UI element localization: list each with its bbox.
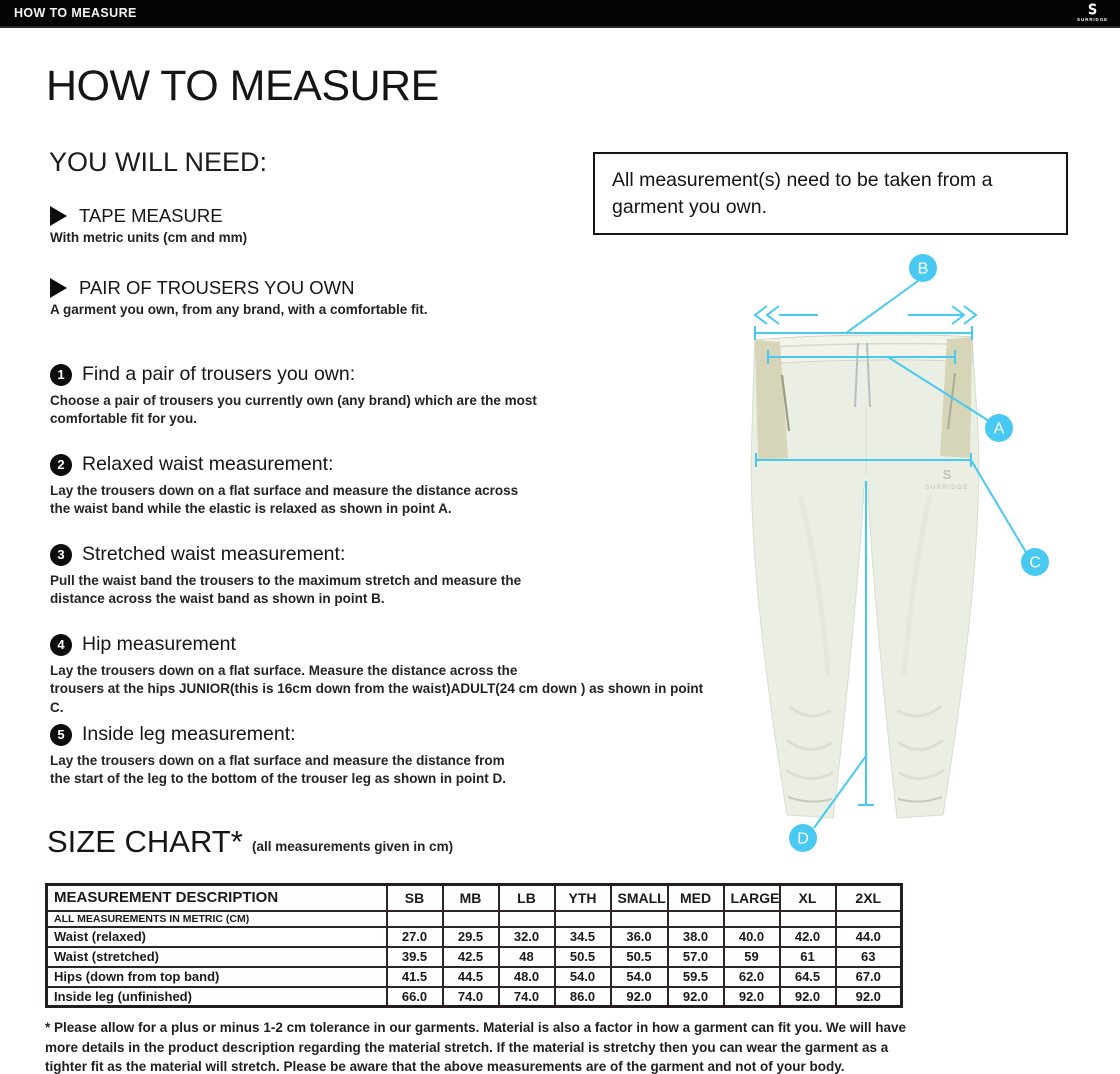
step-number-badge: 1 xyxy=(50,364,72,386)
table-row: Hips (down from top band) 41.5 44.5 48.0 54.0 54.0 59.5 62.0 64.5 67.0 xyxy=(47,967,902,987)
svg-text:A: A xyxy=(993,420,1005,438)
triangle-bullet-icon xyxy=(50,206,67,226)
step-4 xyxy=(50,633,710,717)
step-title: Inside leg measurement: xyxy=(82,723,296,745)
column-header: MB xyxy=(443,885,499,911)
footnote: * Please allow for a plus or minus 1-2 cm tolerance in our garments. Material is also a factor in how a garment can fit you. We will have more details in the product description regarding the material stretch. If the material is stretchy then you can wear the garment as a tighter fit as the material will stretch. Please be aware that the above measurements are of the garment and not of your body. xyxy=(45,1020,906,1074)
column-header: LB xyxy=(499,885,555,911)
step-body: Lay the trousers down on a flat surface and measure the distance from the start of the leg to the bottom of the trouser leg as shown in point D. xyxy=(50,753,507,787)
column-header: SB xyxy=(387,885,443,911)
size-chart-heading: SIZE CHART* xyxy=(47,824,243,859)
surridge-s-icon: S xyxy=(1087,1,1098,19)
need-item-tape-measure xyxy=(50,205,247,245)
column-header: SMALL xyxy=(611,885,668,911)
step-2 xyxy=(50,453,710,519)
svg-text:D: D xyxy=(797,830,809,848)
step-body: Choose a pair of trousers you currently own (any brand) which are the most comfortable fit for you. xyxy=(50,393,537,427)
note-box: All measurement(s) need to be taken from a garment you own. xyxy=(593,152,1068,235)
table-row: Waist (relaxed) 27.0 29.5 32.0 34.5 36.0 38.0 40.0 42.0 44.0 xyxy=(47,927,902,947)
triangle-bullet-icon xyxy=(50,278,67,298)
need-item-detail: A garment you own, from any brand, with a comfortable fit. xyxy=(50,302,428,317)
size-chart-subheading: (all measurements given in cm) xyxy=(252,839,454,854)
column-header: LARGE xyxy=(724,885,780,911)
svg-text:SURRIDGE: SURRIDGE xyxy=(925,484,969,491)
table-header-row xyxy=(47,885,902,911)
metric-note: ALL MEASUREMENTS IN METRIC (CM) xyxy=(47,911,387,927)
measure-point-a xyxy=(985,414,1013,442)
surridge-brand-name: SURRIDGE xyxy=(1077,16,1108,22)
table-row: Waist (stretched) 39.5 42.5 48 50.5 50.5 57.0 59 61 63 xyxy=(47,947,902,967)
svg-text:S: S xyxy=(942,467,952,482)
need-item-label: TAPE MEASURE xyxy=(79,205,223,226)
page-title: HOW TO MEASURE xyxy=(46,62,439,110)
column-header: MED xyxy=(668,885,724,911)
table-metric-row xyxy=(47,911,902,927)
need-item-label: PAIR OF TROUSERS YOU OWN xyxy=(79,277,355,298)
step-number-badge: 5 xyxy=(50,724,72,746)
step-title: Find a pair of trousers you own: xyxy=(82,363,356,385)
header-title: HOW TO MEASURE xyxy=(14,6,137,20)
you-will-need-heading: YOU WILL NEED: xyxy=(49,147,268,177)
surridge-logo xyxy=(1077,1,1108,23)
column-header: 2XL xyxy=(836,885,902,911)
measure-point-c xyxy=(1021,548,1049,576)
step-title: Relaxed waist measurement: xyxy=(82,453,334,475)
step-body: Lay the trousers down on a flat surface and measure the distance across the waist band while the elastic is relaxed as shown in point A. xyxy=(50,483,519,517)
step-title: Stretched waist measurement: xyxy=(82,543,346,565)
step-body: Pull the waist band the trousers to the maximum stretch and measure the distance across the waist band as shown in point B. xyxy=(50,573,522,607)
need-item-trousers xyxy=(50,277,428,317)
column-header: XL xyxy=(780,885,836,911)
step-1 xyxy=(50,363,710,429)
header-bar xyxy=(0,0,1120,28)
svg-text:C: C xyxy=(1029,554,1041,572)
step-number-badge: 2 xyxy=(50,454,72,476)
trousers-diagram xyxy=(740,245,1090,870)
step-3 xyxy=(50,543,710,609)
step-number-badge: 3 xyxy=(50,544,72,566)
need-item-detail: With metric units (cm and mm) xyxy=(50,230,248,245)
step-5 xyxy=(50,723,710,789)
column-header: MEASUREMENT DESCRIPTION xyxy=(47,885,387,911)
table-row: Inside leg (unfinished) 66.0 74.0 74.0 86.0 92.0 92.0 92.0 92.0 92.0 xyxy=(47,987,902,1007)
svg-text:B: B xyxy=(917,260,929,278)
step-title: Hip measurement xyxy=(82,633,236,655)
measure-point-b xyxy=(909,254,937,282)
waistband xyxy=(755,335,973,365)
size-chart-table xyxy=(45,883,903,1008)
step-number-badge: 4 xyxy=(50,634,72,656)
measure-point-d xyxy=(789,824,817,852)
column-header: YTH xyxy=(555,885,611,911)
step-body: Lay the trousers down on a flat surface. Measure the distance across the trousers at the hips JUNIOR(this is 16cm down from the waist)ADULT(24 cm down ) as shown in point C. xyxy=(50,663,704,715)
